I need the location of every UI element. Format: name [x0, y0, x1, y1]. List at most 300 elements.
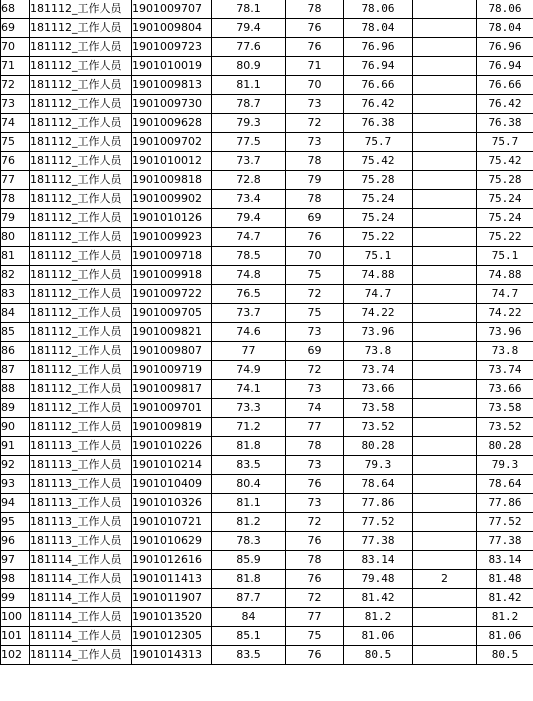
table-row: [1, 323, 533, 342]
written-score-cell: 81.2: [212, 513, 286, 532]
exam-number-cell: 1901009817: [132, 380, 212, 399]
total-score-cell: 73.74: [477, 361, 533, 380]
written-score-cell: 79.4: [212, 209, 286, 228]
exam-number-cell: 1901009702: [132, 133, 212, 152]
interview-score-cell: 75: [286, 266, 344, 285]
table-row: [1, 228, 533, 247]
total-score-cell: 75.7: [477, 133, 533, 152]
position-code-cell: 181112_工作人员: [30, 114, 132, 133]
written-score-cell: 83.5: [212, 646, 286, 665]
table-row: [1, 589, 533, 608]
position-code-cell: 181112_工作人员: [30, 247, 132, 266]
total-score-cell: 73.96: [477, 323, 533, 342]
position-code-cell: 181112_工作人员: [30, 418, 132, 437]
interview-score-cell: 79: [286, 171, 344, 190]
total-score-cell: 81.48: [477, 570, 533, 589]
total-score-cell: 74.7: [477, 285, 533, 304]
bonus-score-cell: [413, 627, 477, 646]
bonus-score-cell: [413, 589, 477, 608]
interview-score-cell: 72: [286, 589, 344, 608]
bonus-score-cell: [413, 228, 477, 247]
bonus-score-cell: [413, 361, 477, 380]
interview-score-cell: 74: [286, 399, 344, 418]
interview-score-cell: 72: [286, 513, 344, 532]
bonus-score-cell: [413, 418, 477, 437]
exam-number-cell: 1901009813: [132, 76, 212, 95]
weighted-score-cell: 76.96: [344, 38, 413, 57]
bonus-score-cell: [413, 171, 477, 190]
bonus-score-cell: [413, 646, 477, 665]
total-score-cell: 80.5: [477, 646, 533, 665]
interview-score-cell: 72: [286, 361, 344, 380]
total-score-cell: 83.14: [477, 551, 533, 570]
weighted-score-cell: 81.42: [344, 589, 413, 608]
table-row: [1, 133, 533, 152]
total-score-cell: 74.88: [477, 266, 533, 285]
total-score-cell: 73.52: [477, 418, 533, 437]
row-number-cell: 72: [1, 76, 30, 95]
exam-number-cell: 1901010214: [132, 456, 212, 475]
total-score-cell: 76.38: [477, 114, 533, 133]
weighted-score-cell: 75.28: [344, 171, 413, 190]
exam-number-cell: 1901009918: [132, 266, 212, 285]
interview-score-cell: 73: [286, 494, 344, 513]
bonus-score-cell: [413, 380, 477, 399]
weighted-score-cell: 75.42: [344, 152, 413, 171]
total-score-cell: 78.06: [477, 0, 533, 19]
total-score-cell: 75.24: [477, 209, 533, 228]
table-row: [1, 437, 533, 456]
bonus-score-cell: [413, 190, 477, 209]
table-row: [1, 57, 533, 76]
bonus-score-cell: [413, 494, 477, 513]
row-number-cell: 92: [1, 456, 30, 475]
row-number-cell: 89: [1, 399, 30, 418]
position-code-cell: 181113_工作人员: [30, 513, 132, 532]
weighted-score-cell: 81.2: [344, 608, 413, 627]
row-number-cell: 79: [1, 209, 30, 228]
position-code-cell: 181112_工作人员: [30, 0, 132, 19]
exam-number-cell: 1901012305: [132, 627, 212, 646]
bonus-score-cell: [413, 95, 477, 114]
row-number-cell: 81: [1, 247, 30, 266]
position-code-cell: 181112_工作人员: [30, 19, 132, 38]
table-row: [1, 551, 533, 570]
interview-score-cell: 76: [286, 19, 344, 38]
interview-score-cell: 72: [286, 114, 344, 133]
position-code-cell: 181114_工作人员: [30, 646, 132, 665]
position-code-cell: 181113_工作人员: [30, 475, 132, 494]
written-score-cell: 73.4: [212, 190, 286, 209]
exam-number-cell: 1901009821: [132, 323, 212, 342]
row-number-cell: 96: [1, 532, 30, 551]
row-number-cell: 76: [1, 152, 30, 171]
table-body: [1, 0, 533, 665]
position-code-cell: 181112_工作人员: [30, 304, 132, 323]
written-score-cell: 79.3: [212, 114, 286, 133]
bonus-score-cell: [413, 304, 477, 323]
row-number-cell: 93: [1, 475, 30, 494]
row-number-cell: 95: [1, 513, 30, 532]
weighted-score-cell: 77.86: [344, 494, 413, 513]
position-code-cell: 181112_工作人员: [30, 380, 132, 399]
exam-number-cell: 1901009923: [132, 228, 212, 247]
written-score-cell: 80.9: [212, 57, 286, 76]
weighted-score-cell: 83.14: [344, 551, 413, 570]
row-number-cell: 86: [1, 342, 30, 361]
weighted-score-cell: 74.22: [344, 304, 413, 323]
table-row: [1, 0, 533, 19]
written-score-cell: 77.6: [212, 38, 286, 57]
row-number-cell: 84: [1, 304, 30, 323]
written-score-cell: 78.1: [212, 0, 286, 19]
table-row: [1, 114, 533, 133]
bonus-score-cell: [413, 209, 477, 228]
exam-number-cell: 1901009705: [132, 304, 212, 323]
exam-number-cell: 1901011413: [132, 570, 212, 589]
table-row: [1, 19, 533, 38]
position-code-cell: 181113_工作人员: [30, 437, 132, 456]
bonus-score-cell: [413, 475, 477, 494]
position-code-cell: 181112_工作人员: [30, 152, 132, 171]
table-row: [1, 399, 533, 418]
interview-score-cell: 73: [286, 95, 344, 114]
written-score-cell: 78.7: [212, 95, 286, 114]
table-row: [1, 190, 533, 209]
position-code-cell: 181114_工作人员: [30, 627, 132, 646]
table-row: [1, 95, 533, 114]
exam-number-cell: 1901010629: [132, 532, 212, 551]
bonus-score-cell: [413, 57, 477, 76]
interview-score-cell: 78: [286, 152, 344, 171]
row-number-cell: 80: [1, 228, 30, 247]
total-score-cell: 78.64: [477, 475, 533, 494]
position-code-cell: 181112_工作人员: [30, 323, 132, 342]
exam-number-cell: 1901010019: [132, 57, 212, 76]
written-score-cell: 73.7: [212, 304, 286, 323]
position-code-cell: 181112_工作人员: [30, 266, 132, 285]
written-score-cell: 73.3: [212, 399, 286, 418]
row-number-cell: 77: [1, 171, 30, 190]
written-score-cell: 74.9: [212, 361, 286, 380]
bonus-score-cell: [413, 532, 477, 551]
bonus-score-cell: [413, 152, 477, 171]
position-code-cell: 181112_工作人员: [30, 57, 132, 76]
position-code-cell: 181112_工作人员: [30, 342, 132, 361]
interview-score-cell: 72: [286, 285, 344, 304]
written-score-cell: 73.7: [212, 152, 286, 171]
interview-score-cell: 73: [286, 323, 344, 342]
total-score-cell: 80.28: [477, 437, 533, 456]
row-number-cell: 101: [1, 627, 30, 646]
weighted-score-cell: 73.8: [344, 342, 413, 361]
total-score-cell: 76.66: [477, 76, 533, 95]
written-score-cell: 74.7: [212, 228, 286, 247]
weighted-score-cell: 79.3: [344, 456, 413, 475]
weighted-score-cell: 76.42: [344, 95, 413, 114]
row-number-cell: 85: [1, 323, 30, 342]
position-code-cell: 181114_工作人员: [30, 551, 132, 570]
exam-number-cell: 1901009902: [132, 190, 212, 209]
exam-number-cell: 1901010721: [132, 513, 212, 532]
exam-number-cell: 1901009807: [132, 342, 212, 361]
total-score-cell: 73.58: [477, 399, 533, 418]
total-score-cell: 77.38: [477, 532, 533, 551]
total-score-cell: 77.52: [477, 513, 533, 532]
exam-number-cell: 1901009818: [132, 171, 212, 190]
written-score-cell: 79.4: [212, 19, 286, 38]
total-score-cell: 81.06: [477, 627, 533, 646]
written-score-cell: 74.1: [212, 380, 286, 399]
interview-score-cell: 78: [286, 0, 344, 19]
weighted-score-cell: 73.74: [344, 361, 413, 380]
interview-score-cell: 77: [286, 608, 344, 627]
interview-score-cell: 76: [286, 228, 344, 247]
weighted-score-cell: 79.48: [344, 570, 413, 589]
interview-score-cell: 70: [286, 76, 344, 95]
position-code-cell: 181112_工作人员: [30, 209, 132, 228]
written-score-cell: 74.8: [212, 266, 286, 285]
weighted-score-cell: 78.64: [344, 475, 413, 494]
row-number-cell: 87: [1, 361, 30, 380]
row-number-cell: 69: [1, 19, 30, 38]
table-row: [1, 494, 533, 513]
position-code-cell: 181112_工作人员: [30, 76, 132, 95]
written-score-cell: 72.8: [212, 171, 286, 190]
position-code-cell: 181112_工作人员: [30, 285, 132, 304]
interview-score-cell: 76: [286, 475, 344, 494]
table-row: [1, 570, 533, 589]
exam-number-cell: 1901014313: [132, 646, 212, 665]
exam-number-cell: 1901010126: [132, 209, 212, 228]
interview-score-cell: 75: [286, 304, 344, 323]
weighted-score-cell: 73.52: [344, 418, 413, 437]
interview-score-cell: 69: [286, 342, 344, 361]
weighted-score-cell: 75.22: [344, 228, 413, 247]
total-score-cell: 73.8: [477, 342, 533, 361]
interview-score-cell: 73: [286, 380, 344, 399]
written-score-cell: 77: [212, 342, 286, 361]
table-row: [1, 38, 533, 57]
bonus-score-cell: [413, 399, 477, 418]
table-row: [1, 380, 533, 399]
total-score-cell: 78.04: [477, 19, 533, 38]
position-code-cell: 181113_工作人员: [30, 532, 132, 551]
row-number-cell: 82: [1, 266, 30, 285]
bonus-score-cell: [413, 247, 477, 266]
written-score-cell: 71.2: [212, 418, 286, 437]
weighted-score-cell: 73.66: [344, 380, 413, 399]
written-score-cell: 78.3: [212, 532, 286, 551]
total-score-cell: 75.22: [477, 228, 533, 247]
table-row: [1, 361, 533, 380]
row-number-cell: 98: [1, 570, 30, 589]
weighted-score-cell: 76.38: [344, 114, 413, 133]
weighted-score-cell: 76.66: [344, 76, 413, 95]
written-score-cell: 83.5: [212, 456, 286, 475]
written-score-cell: 81.8: [212, 570, 286, 589]
written-score-cell: 81.1: [212, 494, 286, 513]
bonus-score-cell: [413, 76, 477, 95]
weighted-score-cell: 75.24: [344, 190, 413, 209]
total-score-cell: 76.96: [477, 38, 533, 57]
exam-number-cell: 1901009804: [132, 19, 212, 38]
exam-number-cell: 1901009730: [132, 95, 212, 114]
bonus-score-cell: [413, 38, 477, 57]
table-row: [1, 304, 533, 323]
table-row: [1, 646, 533, 665]
row-number-cell: 94: [1, 494, 30, 513]
bonus-score-cell: [413, 342, 477, 361]
exam-number-cell: 1901009819: [132, 418, 212, 437]
exam-number-cell: 1901009722: [132, 285, 212, 304]
interview-score-cell: 76: [286, 38, 344, 57]
row-number-cell: 78: [1, 190, 30, 209]
table-row: [1, 418, 533, 437]
weighted-score-cell: 77.52: [344, 513, 413, 532]
written-score-cell: 85.1: [212, 627, 286, 646]
total-score-cell: 76.42: [477, 95, 533, 114]
interview-score-cell: 71: [286, 57, 344, 76]
total-score-cell: 76.94: [477, 57, 533, 76]
row-number-cell: 99: [1, 589, 30, 608]
bonus-score-cell: [413, 133, 477, 152]
position-code-cell: 181113_工作人员: [30, 456, 132, 475]
row-number-cell: 74: [1, 114, 30, 133]
bonus-score-cell: [413, 456, 477, 475]
row-number-cell: 68: [1, 0, 30, 19]
table-row: [1, 171, 533, 190]
interview-score-cell: 69: [286, 209, 344, 228]
weighted-score-cell: 73.58: [344, 399, 413, 418]
position-code-cell: 181112_工作人员: [30, 38, 132, 57]
position-code-cell: 181114_工作人员: [30, 608, 132, 627]
weighted-score-cell: 80.28: [344, 437, 413, 456]
interview-score-cell: 78: [286, 437, 344, 456]
interview-score-cell: 70: [286, 247, 344, 266]
weighted-score-cell: 81.06: [344, 627, 413, 646]
row-number-cell: 75: [1, 133, 30, 152]
table-row: [1, 475, 533, 494]
total-score-cell: 79.3: [477, 456, 533, 475]
position-code-cell: 181112_工作人员: [30, 399, 132, 418]
bonus-score-cell: [413, 266, 477, 285]
weighted-score-cell: 76.94: [344, 57, 413, 76]
table-row: [1, 532, 533, 551]
total-score-cell: 74.22: [477, 304, 533, 323]
interview-score-cell: 76: [286, 646, 344, 665]
position-code-cell: 181112_工作人员: [30, 190, 132, 209]
table-row: [1, 152, 533, 171]
interview-score-cell: 76: [286, 570, 344, 589]
exam-number-cell: 1901010012: [132, 152, 212, 171]
bonus-score-cell: [413, 513, 477, 532]
interview-score-cell: 78: [286, 190, 344, 209]
bonus-score-cell: [413, 19, 477, 38]
exam-number-cell: 1901009628: [132, 114, 212, 133]
weighted-score-cell: 75.24: [344, 209, 413, 228]
weighted-score-cell: 74.88: [344, 266, 413, 285]
table-row: [1, 285, 533, 304]
total-score-cell: 75.28: [477, 171, 533, 190]
total-score-cell: 81.42: [477, 589, 533, 608]
bonus-score-cell: [413, 437, 477, 456]
interview-score-cell: 73: [286, 133, 344, 152]
position-code-cell: 181112_工作人员: [30, 95, 132, 114]
written-score-cell: 78.5: [212, 247, 286, 266]
exam-number-cell: 1901009723: [132, 38, 212, 57]
written-score-cell: 74.6: [212, 323, 286, 342]
row-number-cell: 83: [1, 285, 30, 304]
exam-number-cell: 1901009719: [132, 361, 212, 380]
position-code-cell: 181112_工作人员: [30, 228, 132, 247]
interview-score-cell: 76: [286, 532, 344, 551]
total-score-cell: 77.86: [477, 494, 533, 513]
weighted-score-cell: 73.96: [344, 323, 413, 342]
total-score-cell: 73.66: [477, 380, 533, 399]
position-code-cell: 181114_工作人员: [30, 570, 132, 589]
total-score-cell: 75.42: [477, 152, 533, 171]
written-score-cell: 84: [212, 608, 286, 627]
bonus-score-cell: 2: [413, 570, 477, 589]
written-score-cell: 81.8: [212, 437, 286, 456]
row-number-cell: 97: [1, 551, 30, 570]
exam-number-cell: 1901012616: [132, 551, 212, 570]
written-score-cell: 77.5: [212, 133, 286, 152]
position-code-cell: 181112_工作人员: [30, 133, 132, 152]
weighted-score-cell: 78.04: [344, 19, 413, 38]
row-number-cell: 88: [1, 380, 30, 399]
exam-number-cell: 1901010326: [132, 494, 212, 513]
total-score-cell: 75.24: [477, 190, 533, 209]
exam-number-cell: 1901009718: [132, 247, 212, 266]
written-score-cell: 85.9: [212, 551, 286, 570]
position-code-cell: 181114_工作人员: [30, 589, 132, 608]
bonus-score-cell: [413, 608, 477, 627]
exam-number-cell: 1901011907: [132, 589, 212, 608]
bonus-score-cell: [413, 0, 477, 19]
total-score-cell: 81.2: [477, 608, 533, 627]
row-number-cell: 71: [1, 57, 30, 76]
interview-score-cell: 75: [286, 627, 344, 646]
row-number-cell: 70: [1, 38, 30, 57]
exam-number-cell: 1901009707: [132, 0, 212, 19]
row-number-cell: 102: [1, 646, 30, 665]
row-number-cell: 73: [1, 95, 30, 114]
weighted-score-cell: 80.5: [344, 646, 413, 665]
table-row: [1, 456, 533, 475]
interview-score-cell: 73: [286, 456, 344, 475]
row-number-cell: 100: [1, 608, 30, 627]
table-row: [1, 209, 533, 228]
written-score-cell: 80.4: [212, 475, 286, 494]
exam-number-cell: 1901010409: [132, 475, 212, 494]
weighted-score-cell: 78.06: [344, 0, 413, 19]
weighted-score-cell: 75.1: [344, 247, 413, 266]
position-code-cell: 181112_工作人员: [30, 171, 132, 190]
bonus-score-cell: [413, 323, 477, 342]
total-score-cell: 75.1: [477, 247, 533, 266]
written-score-cell: 76.5: [212, 285, 286, 304]
written-score-cell: 87.7: [212, 589, 286, 608]
bonus-score-cell: [413, 285, 477, 304]
table-row: [1, 247, 533, 266]
table-row: [1, 266, 533, 285]
interview-score-cell: 78: [286, 551, 344, 570]
bonus-score-cell: [413, 114, 477, 133]
table-row: [1, 342, 533, 361]
table-row: [1, 513, 533, 532]
